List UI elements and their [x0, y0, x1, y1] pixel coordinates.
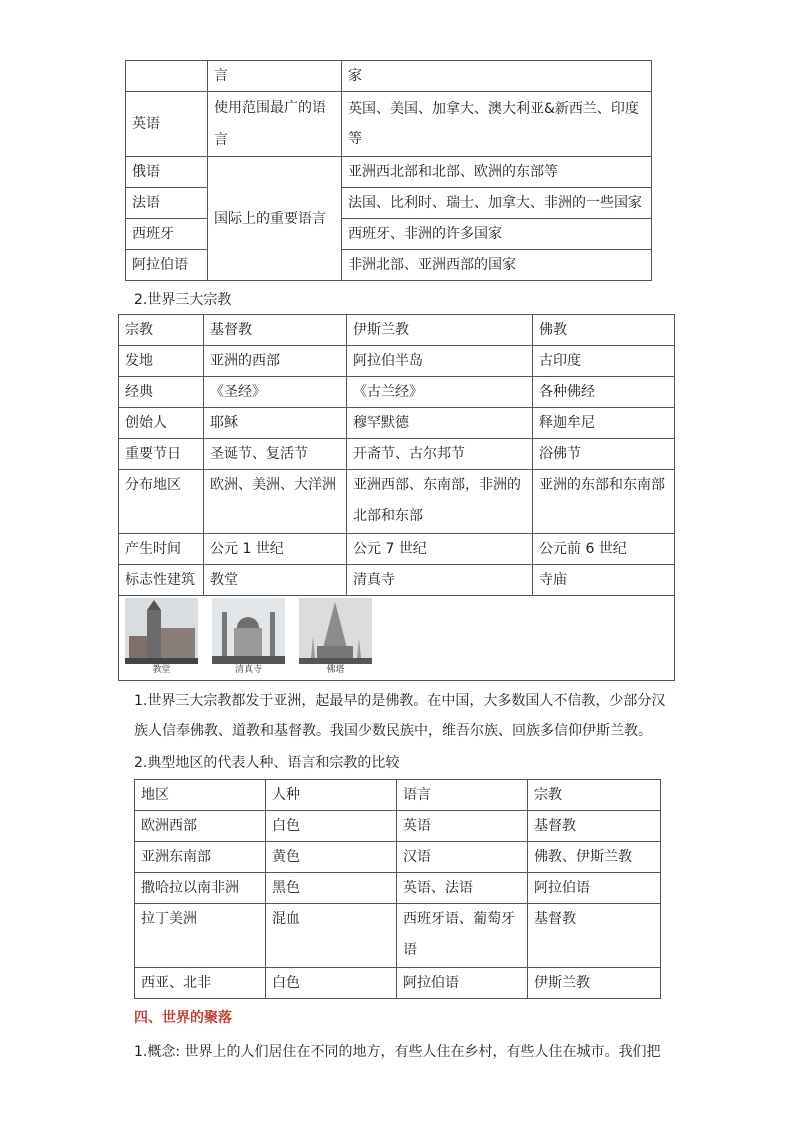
table-cell: 亚洲东南部 — [135, 842, 266, 873]
table-cell: 汉语 — [397, 842, 528, 873]
table-cell: 欧洲、美洲、大洋洲 — [204, 470, 347, 534]
table-row — [135, 811, 661, 842]
table-cell: 分布地区 — [119, 470, 204, 534]
table-cell: 释迦牟尼 — [533, 408, 675, 439]
table-row — [126, 92, 652, 157]
photo-caption: 清真寺 — [234, 665, 262, 675]
table-row — [119, 470, 675, 534]
table-cell: 白色 — [266, 968, 397, 999]
photo-caption: 佛塔 — [326, 665, 345, 675]
table-cell: 地区 — [135, 780, 266, 811]
table-row — [135, 842, 661, 873]
photo-caption: 教堂 — [152, 665, 171, 675]
table-cell: 亚洲西部、东南部，非洲的北部和东部 — [347, 470, 533, 534]
table-cell: 欧洲西部 — [135, 811, 266, 842]
table-cell: 公元 1 世纪 — [204, 534, 347, 565]
section-title-compare: 2.典型地区的代表人种、语言和宗教的比较 — [134, 755, 400, 771]
table-cell: 《圣经》 — [204, 377, 347, 408]
table-cell: 撒哈拉以南非洲 — [135, 873, 266, 904]
section-title-religions: 2.世界三大宗教 — [134, 292, 232, 308]
religion-note: 1.世界三大宗教都发于亚洲，起最早的是佛教。在中国，大多数国人不信教，少部分汉族人信奉佛教、道教和基督教。我国少数民族中，维吾尔族、回族多信仰伊斯兰教。 — [134, 693, 666, 739]
table-cell: 阿拉伯语 — [397, 968, 528, 999]
photo-cell — [119, 596, 675, 681]
table-row — [119, 596, 675, 681]
table-cell: 言 — [208, 61, 342, 92]
table-cell: 基督教 — [204, 315, 347, 346]
table-cell: 产生时间 — [119, 534, 204, 565]
table-cell: 西亚、北非 — [135, 968, 266, 999]
table-cell: 使用范围最广的语言 — [208, 92, 342, 157]
table-cell: 公元前 6 世纪 — [533, 534, 675, 565]
table-cell: 浴佛节 — [533, 439, 675, 470]
table-cell: 英国、美国、加拿大、澳大利亚&新西兰、印度等 — [342, 92, 652, 157]
mosque-photo — [212, 598, 285, 676]
table-cell: 英语、法语 — [397, 873, 528, 904]
comparison-table — [134, 779, 661, 999]
section-heading: 四、世界的聚落 — [134, 1010, 232, 1026]
table-cell: 圣诞节、复活节 — [204, 439, 347, 470]
table-cell: 人种 — [266, 780, 397, 811]
table-cell: 寺庙 — [533, 565, 675, 596]
table-cell: 佛教 — [533, 315, 675, 346]
church-photo — [125, 598, 198, 676]
table-cell: 耶稣 — [204, 408, 347, 439]
table-cell — [126, 61, 208, 92]
table-row — [126, 157, 652, 188]
table-cell: 英语 — [126, 92, 208, 157]
church-image — [125, 598, 198, 664]
table-cell: 阿拉伯半岛 — [347, 346, 533, 377]
table-row — [119, 377, 675, 408]
table-row — [135, 904, 661, 968]
table-row — [119, 346, 675, 377]
table-cell: 古印度 — [533, 346, 675, 377]
table-cell: 混血 — [266, 904, 397, 968]
table-cell: 公元 7 世纪 — [347, 534, 533, 565]
table-cell: 黑色 — [266, 873, 397, 904]
table-cell: 拉丁美洲 — [135, 904, 266, 968]
table-cell: 基督教 — [528, 904, 661, 968]
table-cell: 西班牙语、葡萄牙语 — [397, 904, 528, 968]
table-cell: 白色 — [266, 811, 397, 842]
table-cell: 伊斯兰教 — [347, 315, 533, 346]
table-row — [119, 315, 675, 346]
table-cell: 阿拉伯语 — [126, 250, 208, 281]
table-cell: 教堂 — [204, 565, 347, 596]
table-row — [126, 61, 652, 92]
table-cell: 发地 — [119, 346, 204, 377]
table-cell: 《古兰经》 — [347, 377, 533, 408]
table-cell: 家 — [342, 61, 652, 92]
table-cell: 法国、比利时、瑞士、加拿大、非洲的一些国家 — [342, 188, 652, 219]
table-row — [135, 968, 661, 999]
table-cell: 开斋节、古尔邦节 — [347, 439, 533, 470]
table-cell: 俄语 — [126, 157, 208, 188]
table-cell: 各种佛经 — [533, 377, 675, 408]
table-cell: 阿拉伯语 — [528, 873, 661, 904]
table-row — [135, 780, 661, 811]
table-cell: 宗教 — [528, 780, 661, 811]
table-cell: 西班牙、非洲的许多国家 — [342, 219, 652, 250]
table-row — [119, 408, 675, 439]
concept-text: 1.概念: 世界上的人们居住在不同的地方，有些人住在乡村，有些人住在城市。我们把 — [134, 1044, 661, 1060]
table-row — [119, 565, 675, 596]
table-cell: 国际上的重要语言 — [208, 157, 342, 281]
table-cell: 非洲北部、亚洲西部的国家 — [342, 250, 652, 281]
table-row — [135, 873, 661, 904]
pagoda-image — [299, 598, 372, 664]
table-cell: 清真寺 — [347, 565, 533, 596]
table-cell: 重要节日 — [119, 439, 204, 470]
table-cell: 亚洲的西部 — [204, 346, 347, 377]
table-row — [126, 219, 652, 250]
table-cell: 基督教 — [528, 811, 661, 842]
table-cell: 亚洲的东部和东南部 — [533, 470, 675, 534]
table-row — [119, 534, 675, 565]
language-table — [125, 60, 652, 281]
table-cell: 英语 — [397, 811, 528, 842]
table-cell: 西班牙 — [126, 219, 208, 250]
table-row — [126, 188, 652, 219]
table-cell: 语言 — [397, 780, 528, 811]
mosque-image — [212, 598, 285, 664]
table-cell: 穆罕默德 — [347, 408, 533, 439]
pagoda-photo — [299, 598, 372, 676]
table-row — [126, 250, 652, 281]
table-row — [119, 439, 675, 470]
table-cell: 佛教、伊斯兰教 — [528, 842, 661, 873]
building-photos — [125, 598, 372, 676]
table-cell: 伊斯兰教 — [528, 968, 661, 999]
table-cell: 黄色 — [266, 842, 397, 873]
table-cell: 创始人 — [119, 408, 204, 439]
table-cell: 标志性建筑 — [119, 565, 204, 596]
table-cell: 法语 — [126, 188, 208, 219]
religion-table — [118, 314, 675, 681]
table-cell: 经典 — [119, 377, 204, 408]
table-cell: 宗教 — [119, 315, 204, 346]
table-cell: 亚洲西北部和北部、欧洲的东部等 — [342, 157, 652, 188]
